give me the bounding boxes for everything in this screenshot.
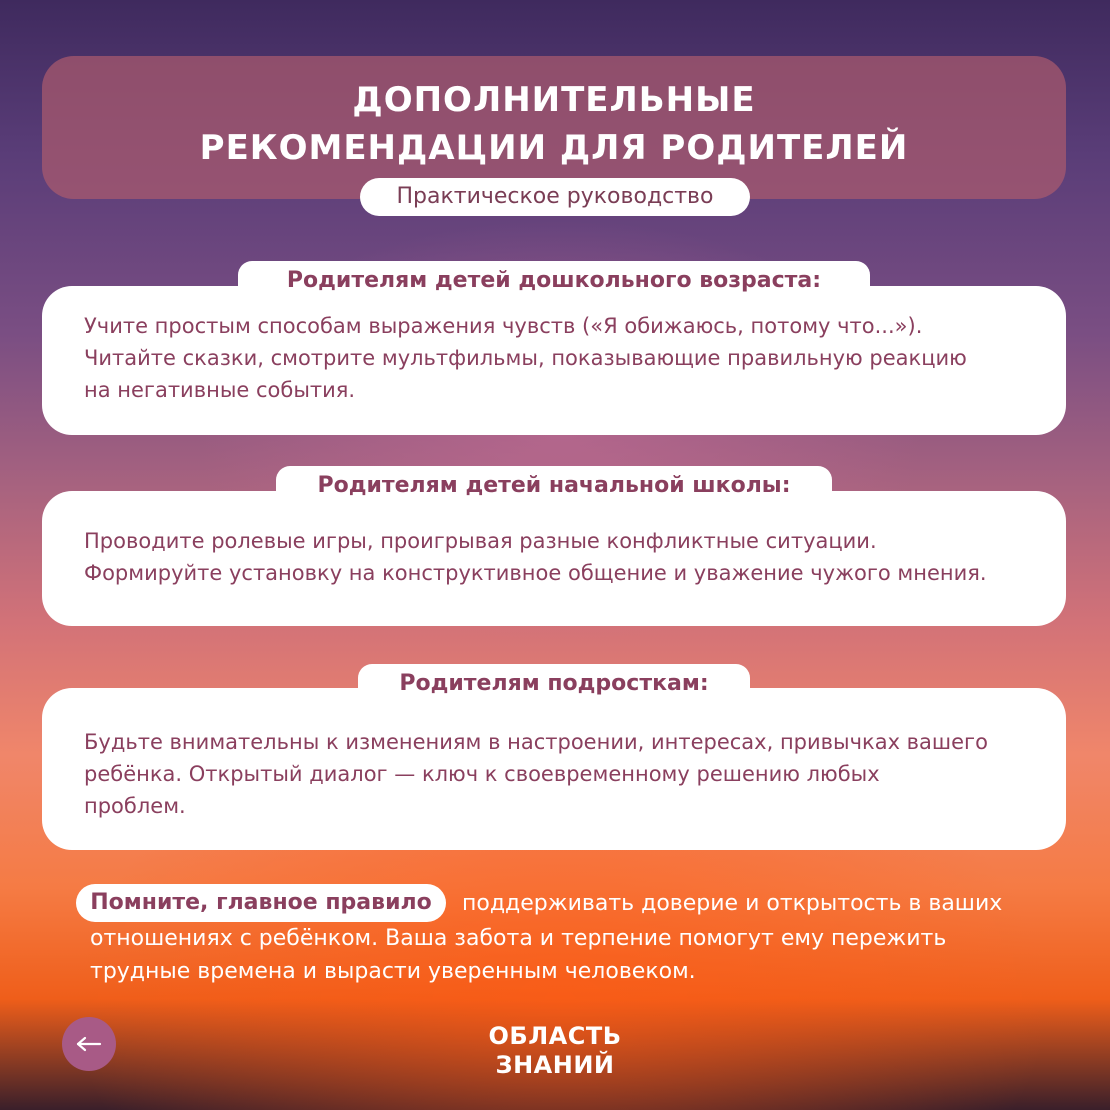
section-text-preschool [84,310,1046,406]
section-title-teenagers: Родителям подросткам: [358,664,750,704]
section-text-primary-school [84,525,1046,589]
section-text-line: Формируйте установку на конструктивное общение и уважение чужого мнения. [84,561,987,585]
section-text-line: Будьте внимательны к изменениям в настроении, интересах, привычках вашего [84,730,988,754]
note-text-line: поддерживать доверие и открытость в ваших [462,891,1003,916]
section-text-line: проблем. [84,794,186,818]
section-title-primary-school: Родителям детей начальной школы: [276,466,832,506]
brand-logo-line-2: ЗНАНИЙ [495,1051,615,1079]
section-text-line: на негативные события. [84,378,356,402]
section-card-teenagers [42,688,1066,850]
note-text-line: отношениях с ребёнком. Ваша забота и терпение помогут ему пережить [90,926,947,951]
back-button[interactable] [62,1017,116,1071]
brand-logo-line-1: ОБЛАСТЬ [488,1022,622,1050]
section-card-preschool [42,286,1066,435]
page-title-line-1: ДОПОЛНИТЕЛЬНЫЕ [352,80,756,120]
section-text-teenagers [84,726,1046,822]
note-badge: Помните, главное правило [76,884,446,922]
brand-logo [470,1022,640,1080]
page-title [42,76,1066,172]
section-text-line: ребёнка. Открытый диалог — ключ к своевременному решению любых [84,762,880,786]
section-card-primary-school [42,491,1066,626]
arrow-left-icon [76,1036,102,1052]
page-title-line-2: РЕКОМЕНДАЦИИ ДЛЯ РОДИТЕЛЕЙ [199,128,909,168]
page-subtitle-badge: Практическое руководство [360,178,750,216]
section-text-line: Читайте сказки, смотрите мультфильмы, показывающие правильную реакцию [84,346,967,370]
section-text-line: Учите простым способам выражения чувств («Я обижаюсь, потому что...»). [84,314,923,338]
section-text-line: Проводите ролевые игры, проигрывая разные конфликтные ситуации. [84,529,877,553]
section-title-preschool: Родителям детей дошкольного возраста: [238,261,870,301]
note-text-line: трудные времена и вырасти уверенным человеком. [90,959,696,984]
